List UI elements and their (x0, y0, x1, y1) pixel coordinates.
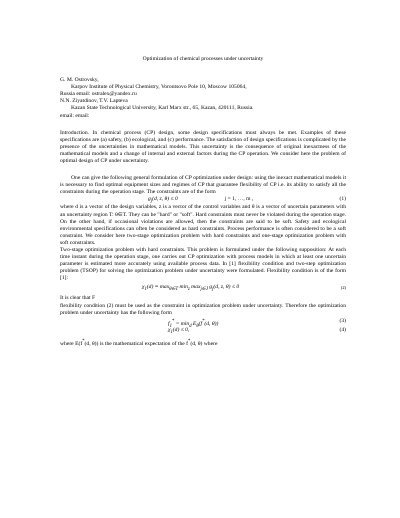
formulation-paragraph: One can give the following general formulation of CP optimization under design: using the inexact mathematical models it is necessary to find optimal equipment sizes and regimes of CP that guarantee flexibility of CP i.e. its ability to satisfy all the constraints during the operation stage. The constraints are of the form (60, 175, 346, 196)
expectation-line (60, 337, 346, 346)
paper-title: Optimization of chemical processes under uncertainty (142, 56, 264, 62)
author-1: G. M. Ostrovsky, (60, 77, 99, 84)
equation-3 (60, 317, 346, 327)
location-email-1: Russia email: ostralex@yandex.ru (60, 91, 137, 98)
equation-2 (60, 283, 346, 294)
introduction-paragraph: Introduction. In chemical process (CP) design, some design specifications must always be met. Examples of these specifications are (a) safety, (b) ecological, and (c) performance. The satisfaction of design specifications is complicated by the presence of the uncertainties in mathematical models. This uncertainty is the consequence of original inexactness of the mathematical models and a change of internal and external factors during the CP operation. We consider here the problem of optimal design of CP under uncertainty. (60, 129, 346, 165)
paper-body (60, 56, 346, 346)
equation-2-expression: $\chi_1(d) \equiv \max_{\theta\in T} \min_z \max_{j\in J} g_j(d$, z, θ) ≤ 0 (142, 284, 240, 293)
equation-4-number: (4) (339, 326, 346, 333)
flexibility-paragraph: flexibility condition (2) must be used as the constraint in optimization problem under uncertainty. Therefore the optimization problem under uncertainty has the following form (60, 302, 346, 316)
location-email-2: email: email: (60, 112, 90, 119)
two-stage-paragraph: Two-stage optimization problem with hard constraints. This problem is formulated under the following supposition: At each time instant during the operation stage, one carries out CP optimization with process models in which at least one uncertain parameter is estimated more accurately using available process data. In [1] flexibility condition and two-step optimization problem (TSOP) for solving the optimization problem under uncertainty were formulated. Flexibility condition is of the form [1]: (60, 246, 346, 282)
equation-4 (60, 327, 346, 335)
equation-4-expression: $\chi_1(d) \le 0$, (168, 326, 190, 335)
equation-3-number: (3) (339, 317, 346, 324)
variables-paragraph: where d is a vector of the design variables, z is a vector of the control variables and θ is a vector of uncertain parameters with an uncertainty region T: θ∈T. They can be "hard" or "soft". Hard constraints must never be violated during the operation stage. On the other hand, if occasional violations are allowed, then the constraints are said to be soft. Safety and ecological environmental specifications can often be considered as hard constraints. Process performance is often considered to be a soft constraint. We consider here two-stage optimization problem with hard constraints and one-stage optimization problem with soft constraints. (60, 204, 346, 246)
equation-2-number: (2) (340, 285, 346, 291)
equation-3-expression: $f_1^* = \min_d E_\theta(f^*(d$, θ)) (168, 318, 219, 329)
equation-1 (60, 196, 346, 204)
expectation-text: where E(f*(d, θ)) is the mathematical expectation of the f*(d, θ) where (60, 338, 218, 347)
affiliation-1: Karpov Institute of Physical Chemistry, Vorontsovo Pole 10, Moscow 105064, (71, 84, 247, 91)
author-2: N.N. Ziyatdinov, T.V. Lapteva (60, 98, 128, 105)
clear-line: It is clear that F (60, 295, 96, 302)
equation-1-number: (1) (339, 196, 346, 203)
affiliation-2: Kazan State Technological University, Karl Marx str., 65, Kazan, 420111, Russia. (71, 105, 254, 112)
equation-1-expression: $g_j(d$, z, θ) ≤ 0 j = 1, …, m , (148, 196, 254, 205)
